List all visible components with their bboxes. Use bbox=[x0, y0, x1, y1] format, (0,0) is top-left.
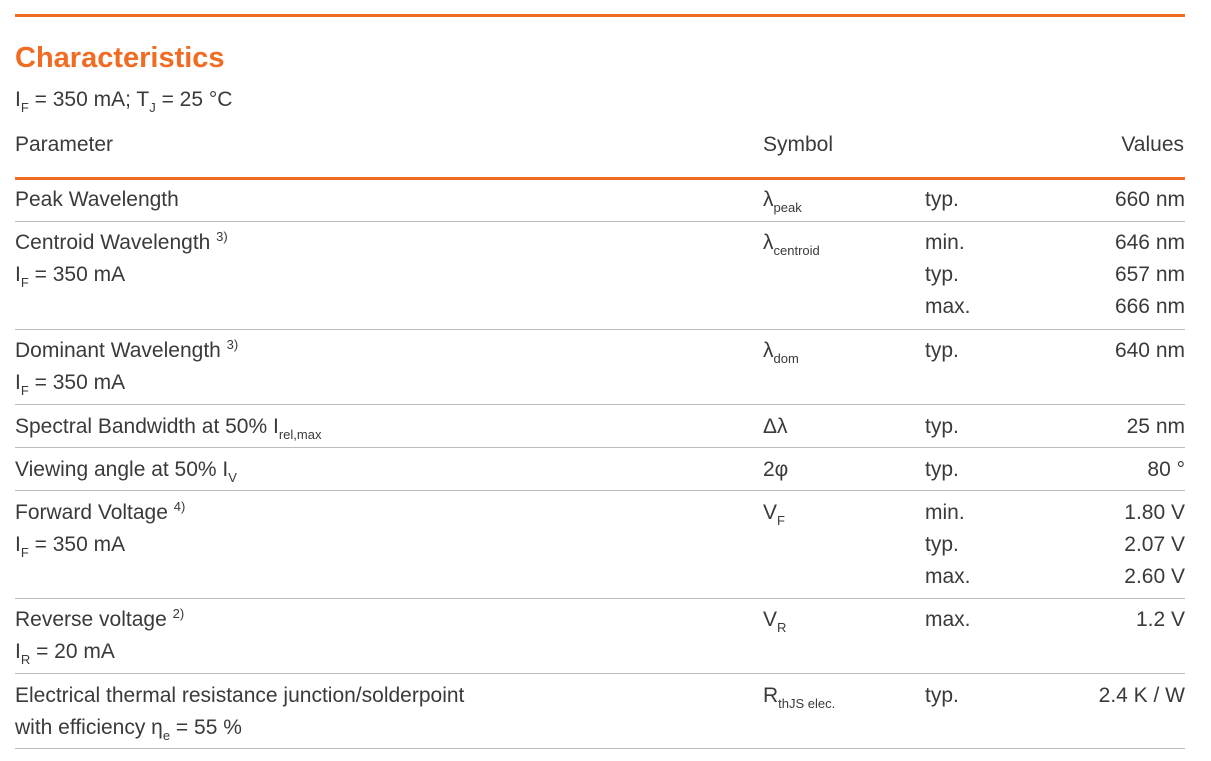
footnote-ref: 3) bbox=[226, 337, 239, 352]
value: 80 ° bbox=[1147, 458, 1185, 481]
value-type: typ. bbox=[925, 339, 959, 362]
value: 1.80 V 2.07 V 2.60 V bbox=[1124, 501, 1185, 588]
value: 640 nm bbox=[1114, 339, 1185, 362]
value: 25 nm bbox=[1126, 415, 1185, 438]
parameter-name: Dominant Wavelength $^{3)}$ $I_F = 350$ mA bbox=[15, 337, 239, 398]
symbol: $\lambda_{dom}$ bbox=[763, 339, 799, 366]
symbol: $V_R$ bbox=[763, 608, 787, 635]
parameter-name: Spectral Bandwidth at 50% $I_{rel,max}$ bbox=[15, 415, 322, 442]
table-row-reverse-voltage bbox=[15, 604, 1185, 674]
footnote-ref: 4) bbox=[173, 499, 186, 514]
value-type: max. bbox=[925, 608, 971, 631]
cond-current-symbol: I bbox=[15, 88, 21, 111]
table-row-thermal-resistance bbox=[15, 680, 1185, 749]
parameter-name: Peak Wavelength bbox=[15, 188, 179, 211]
header-rule bbox=[15, 177, 1185, 180]
table-row-centroid-wavelength bbox=[15, 227, 1185, 330]
value: 2.4 K / W bbox=[1098, 684, 1185, 707]
cond-temp-subscript: J bbox=[149, 100, 156, 115]
value: 660 nm bbox=[1114, 188, 1185, 211]
section-title: Characteristics bbox=[15, 42, 225, 74]
parameter-name: Viewing angle at 50% $I_V$ bbox=[15, 458, 237, 485]
header-parameter: Parameter bbox=[15, 133, 114, 156]
symbol: 2φ bbox=[763, 458, 789, 481]
header-values: Values bbox=[1121, 133, 1184, 156]
cond-temp-symbol: T bbox=[136, 88, 150, 111]
cond-temp-value: = 25 °C bbox=[155, 88, 233, 111]
header-symbol: Symbol bbox=[763, 133, 834, 156]
table-row-peak-wavelength bbox=[15, 184, 1185, 222]
value-type: min. typ. max. bbox=[925, 501, 971, 588]
cond-current-subscript: F bbox=[20, 100, 29, 115]
test-conditions bbox=[15, 86, 232, 114]
table-row-forward-voltage bbox=[15, 497, 1185, 599]
top-rule bbox=[15, 14, 1185, 17]
cond-current-value: = 350 mA; bbox=[28, 88, 137, 111]
parameter-name: Electrical thermal resistance junction/solderpoint with efficiency $\eta_e = 55$ % bbox=[15, 684, 465, 743]
value-type: typ. bbox=[925, 684, 959, 707]
value-type: typ. bbox=[925, 415, 959, 438]
symbol: Δλ bbox=[763, 415, 788, 438]
value-type: typ. bbox=[925, 458, 959, 481]
value: 646 nm 657 nm 666 nm bbox=[1114, 231, 1185, 318]
footnote-ref: 2) bbox=[172, 606, 185, 621]
table-row-dominant-wavelength bbox=[15, 335, 1185, 405]
value: 1.2 V bbox=[1135, 608, 1185, 631]
symbol: $R_{thJS elec.}$ bbox=[763, 684, 836, 711]
value-type: min. typ. max. bbox=[925, 231, 971, 318]
parameter-name: Reverse voltage $^{2)}$ $I_R = 20$ mA bbox=[15, 606, 185, 667]
table-row-spectral-bandwidth bbox=[15, 411, 1185, 448]
parameter-name: Centroid Wavelength $^{3)}$ $I_F = 350$ mA bbox=[15, 229, 228, 290]
symbol: $\lambda_{peak}$ bbox=[763, 188, 802, 215]
symbol: $\lambda_{centroid}$ bbox=[763, 231, 820, 258]
footnote-ref: 3) bbox=[216, 229, 228, 244]
symbol: $V_F$ bbox=[763, 501, 785, 528]
value-type: typ. bbox=[925, 188, 959, 211]
parameter-name: Forward Voltage $^{4)}$ $I_F = 350$ mA bbox=[15, 499, 186, 560]
table-row-viewing-angle bbox=[15, 454, 1185, 491]
